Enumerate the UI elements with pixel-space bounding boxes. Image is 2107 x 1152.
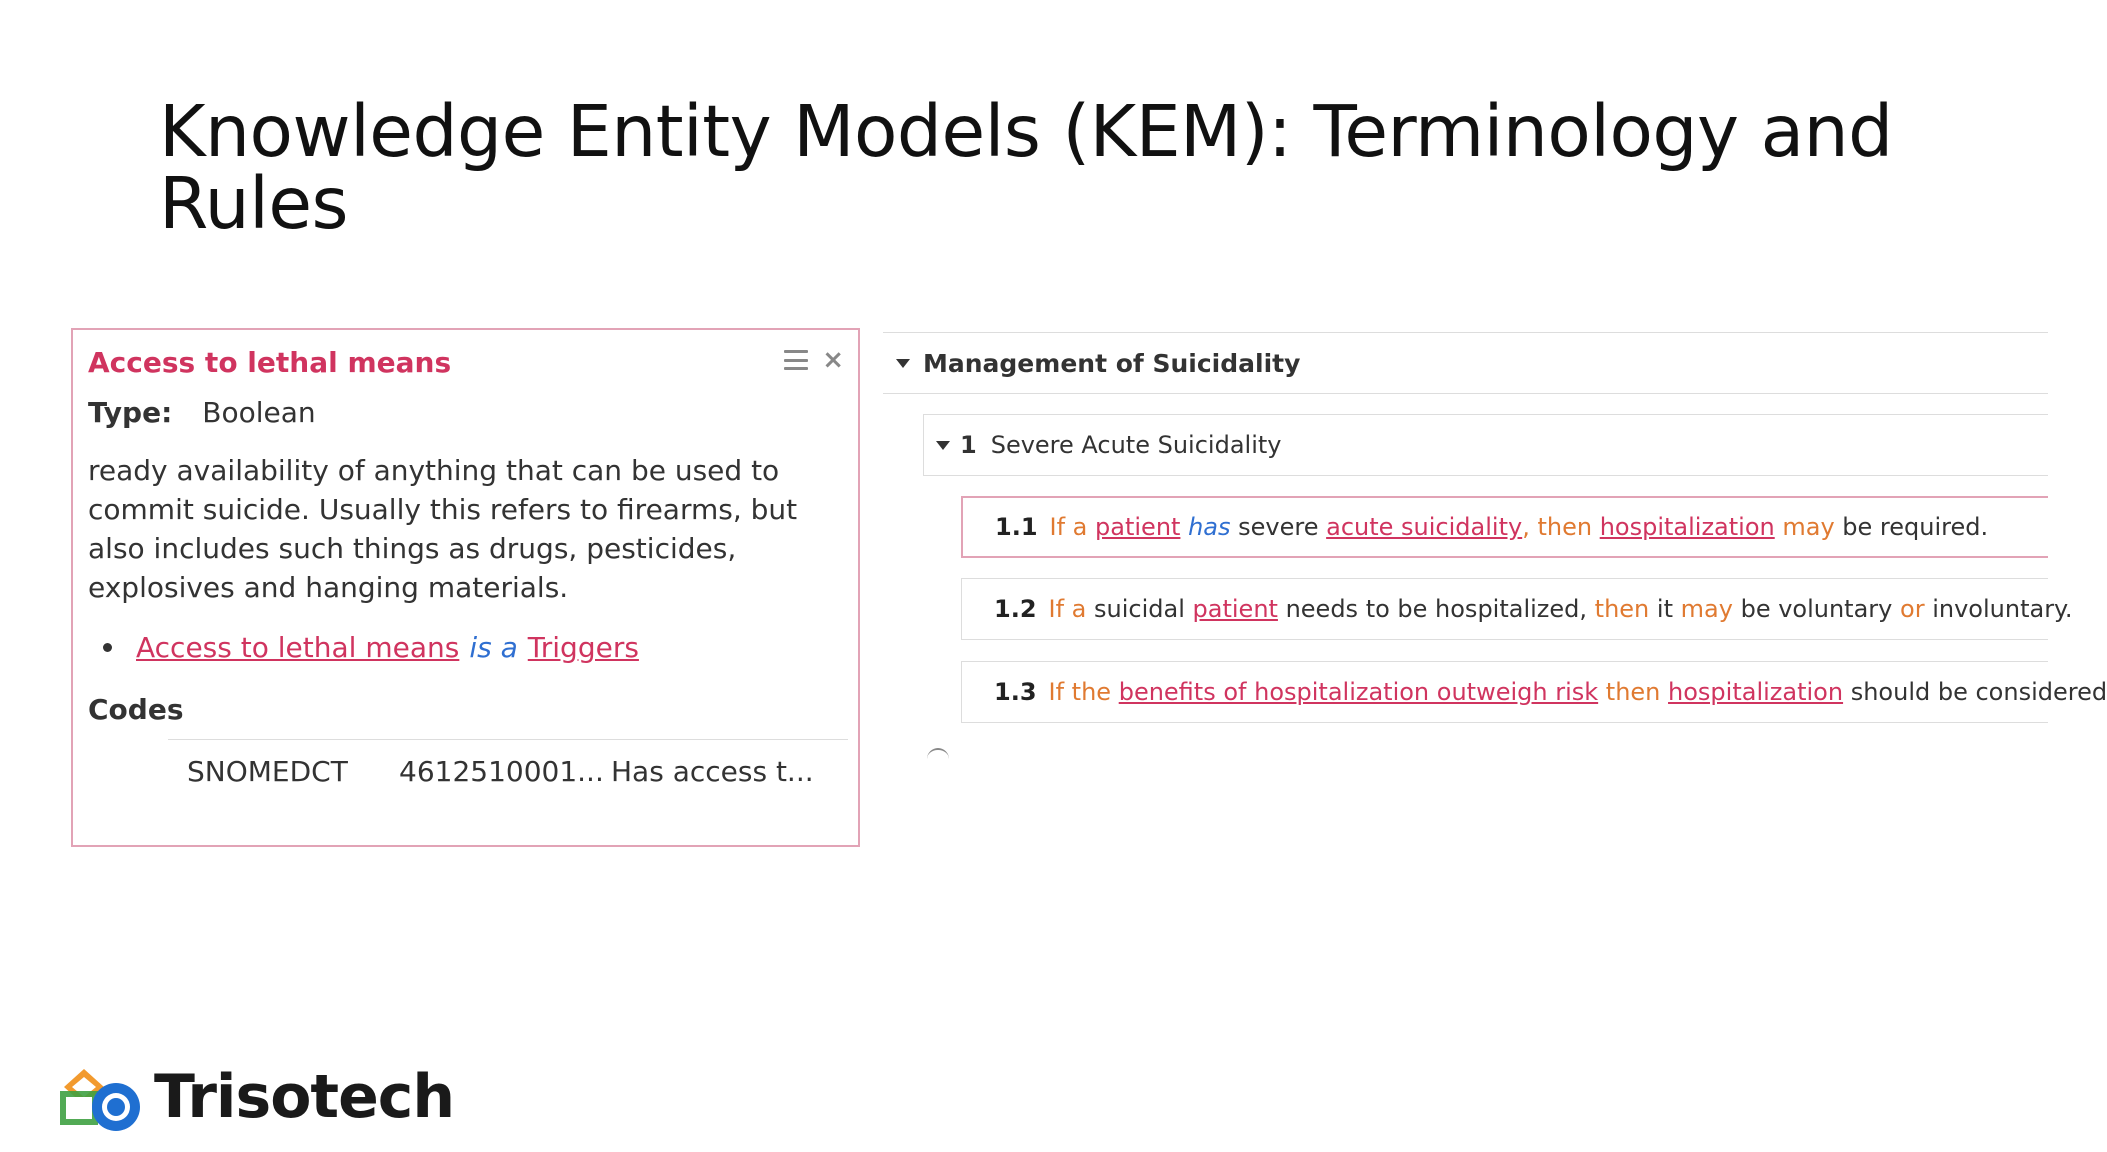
group-label: Severe Acute Suicidality [990,431,1282,459]
logo-text: Trisotech [154,1062,455,1132]
rule-text: should be considered [1850,678,2107,706]
close-icon[interactable]: × [822,345,844,375]
entity-title: Access to lethal means [88,346,452,379]
rule-relation: has [1188,513,1231,541]
relation-item [103,631,639,664]
rule-term-link[interactable]: hospitalization [1599,513,1775,541]
rule-keyword: If a [1049,513,1088,541]
caret-down-icon[interactable] [896,359,910,368]
group-number: 1 [960,431,977,459]
rule-number: 1.2 [994,595,1037,623]
rule-term-link[interactable]: benefits of hospitalization outweigh risk [1118,678,1599,706]
rule-keyword: may [1782,513,1835,541]
rule-text: be voluntary [1740,595,1893,623]
rule-keyword: then [1594,595,1650,623]
trisotech-logo-icon [58,1065,144,1129]
rule-term-link[interactable]: patient [1192,595,1278,623]
rules-header[interactable] [883,332,2048,394]
rule-text: it [1656,595,1673,623]
rule-keyword: If a [1048,595,1087,623]
code-system: SNOMEDCT [187,755,348,788]
rule-keyword: then [1605,678,1661,706]
relation-subject-link[interactable]: Access to lethal means [136,631,460,664]
rule-number: 1.3 [994,678,1037,706]
rule-text: be required. [1842,513,1989,541]
entity-description: ready availability of anything that can be used to commit suicide. Usually this refers to firearms, but also includes such things as drugs, pesticides, explosives and hanging materials. [88,454,798,604]
rule-number: 1.1 [995,513,1038,541]
hamburger-menu-icon[interactable] [784,350,808,370]
codes-divider [168,739,848,740]
trisotech-logo [58,1062,454,1132]
entity-card [71,328,860,847]
rule-term-link[interactable]: hospitalization [1668,678,1844,706]
rule-text: suicidal [1094,595,1185,623]
rules-panel [883,332,2107,752]
rule-row[interactable] [961,578,2073,640]
rule-group[interactable] [923,414,2048,476]
relation-object-link[interactable]: Triggers [527,631,639,664]
slide-title: Knowledge Entity Models (KEM): Terminology and Rules [159,90,1893,245]
rule-text: involuntary. [1932,595,2073,623]
code-display: Has access t... [611,755,814,788]
code-value: 4612510001... [399,755,604,788]
rule-text: severe [1238,513,1319,541]
relation-verb: is a [469,631,518,664]
rule-text: needs to be hospitalized, [1285,595,1588,623]
codes-heading: Codes [88,693,184,726]
rule-term-link[interactable]: acute suicidality [1326,513,1523,541]
rule-term-link[interactable]: patient [1095,513,1181,541]
rule-row[interactable] [961,496,2048,558]
bullet-icon [103,643,112,652]
rule-keyword: may [1680,595,1733,623]
code-row [187,755,814,788]
type-row [88,396,316,429]
caret-down-icon[interactable] [936,441,950,450]
loading-spinner-icon [927,748,949,770]
type-label: Type: [88,396,173,429]
type-value: Boolean [202,396,316,429]
rule-keyword: or [1900,595,1925,623]
rule-keyword: , then [1522,513,1593,541]
card-toolbar [784,345,844,375]
rule-row[interactable] [961,661,2107,723]
rule-keyword: If the [1048,678,1112,706]
rules-title: Management of Suicidality [923,348,1301,378]
